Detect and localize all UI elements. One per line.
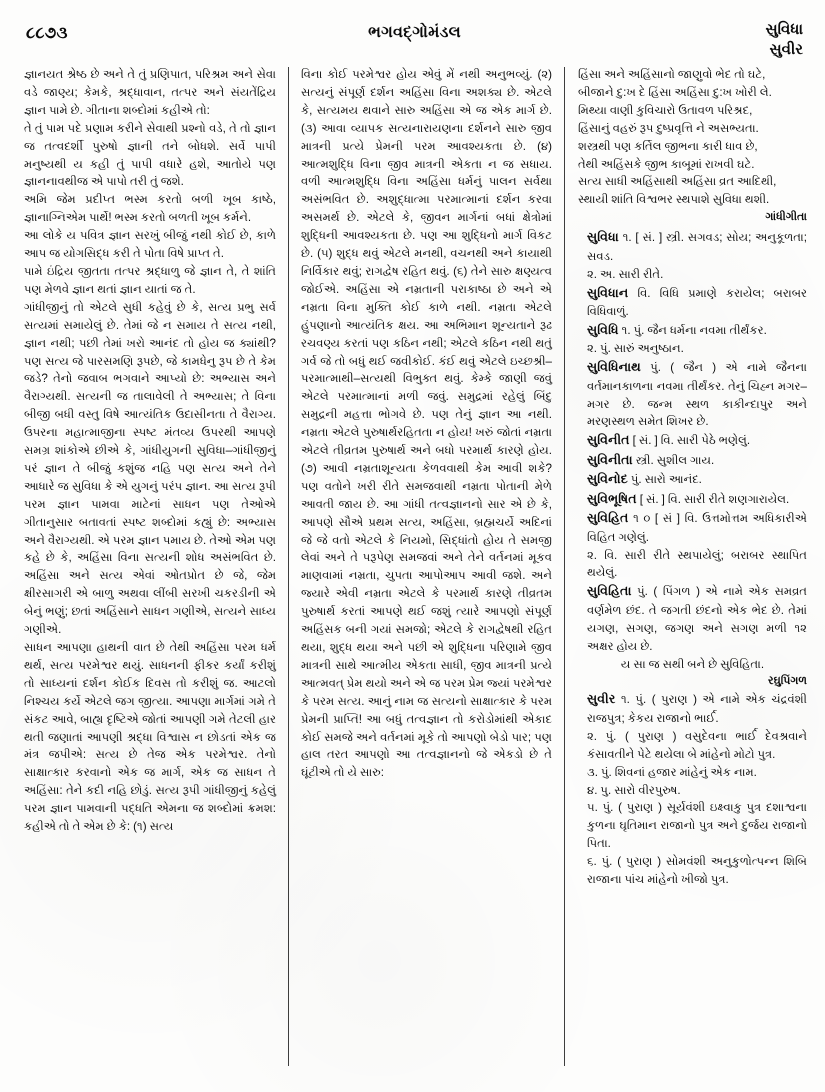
verse-line: સત્ય સાધી અહિંસાથી અહિંસા વ્રત આદિથી, — [578, 175, 777, 189]
entry-sense: [ સં. ] વિ. સારી રીતે શણગારાયેલ. — [639, 492, 790, 506]
paragraph: સાધન આપણા હાથની વાત છે તેથી અહિંસા પરમ ધર્મ થર્થ, સત્ય પરમેશ્વર થયું. સાધનની ફીકર કર્યાં કરીશું તો સાધ્યનાં દર્શન કોઈક દિવસ તો કરીશું જ. આટલો નિશ્ચય કર્યે એટલે જગ જીત્યા. આપણા માર્ગમાં ગમે તે સંકટ આવે, બાહ્ય દૃષ્ટિએ જોતાં આપણી ગમે તેટલી હાર થતી જણાતાં આપણી શ્રદ્ધા વિશ્વાસ ન છોડતાં એક જ મંત્ર જપીએ: સત્ય છે તેજ એક પરમેશ્વર. તેનો સાક્ષાત્કાર કરવાનો એક જ માર્ગ, એક જ સાધન તે અહિંસા: તેને કદી નહિ છોડું. સત્ય રૂપી ગાંધીજીનું કહેલું પરમ જ્ઞાન પામવાની પદ્ધતિ એમના જ શબ્દોમાં ક્રમશ: કહીએ તો તે એમ છે કે: (૧) સત્ય — [24, 641, 276, 834]
column-two — [289, 66, 564, 1078]
verse-line: બીજાને દુ:ખ દે હિંસા અહિંસા દુ:ખ ખોરી લે. — [578, 85, 772, 99]
paragraph: વિના કોઈ પરમેશ્વર હોય એવું મેં નથી અનુભવ્યું. (૨) સત્યનું સંપૂર્ણ દર્શન અહિંસા વિના અશક્ય છે. એટલે કે, સત્યમય થવાને સારુ અહિંસા એ જ એક માર્ગ છે. (૩) આવા વ્યાપક સત્યનારાયણના દર્શનને સારુ જીવ માત્રની પ્રત્યે પ્રેમની પરમ આવશ્યકતા છે. (૪) આત્મશુદ્ધિ વિના જીવ માત્રની એકતા ન જ સધાય. વળી આત્મશુદ્ધિ વિના અહિંસા ધર્મનું પાલન સર્વથા અસંભવિત છે. અશુદ્ધાત્મા પરમાત્માનાં દર્શન કરવા અસમર્થ છે. એટલે કે, જીવન માર્ગનાં બધાં ક્ષેત્રોમાં શુદ્ધિની આવશ્યકતા છે. પણ આ શુદ્ધિનો માર્ગ વિકટ છે. (૫) શુદ્ધ થવું એટલે મનથી, વચનથી અને કાયાથી નિર્વિકાર થવું; રાગદ્વેષ રહિત થવું. (૬) તેને સારુ ક્ષણ્યત્વ જોઈએ. અહિંસા એ નમ્રતાની પરાકાષ્ઠા છે અને એ નમ્રતા વિના મુક્તિ કોઈ કાળે નથી. નમ્રતા એટલે હુંપણાનો આત્યંતિક ક્ષય. આ અભિમાન શૂન્યતાને રૂઢ રચવણ્ય કરતાં પણ કઠિન નથી; એટલે કઠિન નથી થતું ગર્વ જે તો બધું થઈ જવીકોઈ. કંઈ થવું એટલે ઇચ્છશ્રી–પરમાત્માથી–સત્યથી વિભુક્ત થવું. કેમ્કે જાણી જવું એટલે પરમાત્માનાં મળી જવું. સમુદ્રમાં રહેલું બિંદુ સમુદ્રની મહત્તા ભોગવે છે. પણ તેનું જ્ઞાન આ નથી. નમ્રતા એટલે પુરુષાર્થરહિતતા ન હોય! ખરું જોતાં નમ્રતા એટલે તીવ્રતમ પુરુષાર્થ અને બધો પરમાર્થ કારણે હોય. (૭) આવી નમ્રતાશૂન્યતા કેળવવાથી કેમ આવી શકે? પણ વતોને ખરી રીતે સમજવાથી નમ્રતા પોતાની મેળે આવતી જાય છે. આ ગાંધી તત્વજ્ઞાનનો સાર એ છે કે, આપણે સૌએ પ્રથમ સત્ય, અહિંસા, બ્રહ્મચર્યે અદિનાં જે જે વતો એટલે કે નિયમો, સિદ્ધાંતો હોય તે સમજી લેવાં અને તે પરૂપેણ સમજવાં અને તેને વર્તનમાં મૂકવ માણવામાં નમ્રતા, ચુપતા આપોઆપ આવી જશે. અને જ્યારે એવી નમ્રતા એટલે કે પરમાર્થ કારણે તીવ્રતમ પુરુષાર્થ કરતાં આપણે થઈ જશું ત્યારે આપણો સંપૂર્ણ અહિંસક બની ગયાં સમજો; એટલે કે રાગદ્વેષથી રહિત થયા, શુદ્ધ થયા અને પછી એ શુદ્ધિના પરિણામે જીવ માત્રની સાથે આત્મીય એકતા સાધી, જીવ માત્રની પ્રત્યે આત્મવત્ પ્રેમ થયો અને એ જ પરમ પ્રેમ જ્યાં પરમેશ્વર કે પરમ સત્ય. આનું નામ જ સત્યનો સાક્ષાત્કાર કે પરમ પ્રેમની પ્રાપ્તિ! આ બધું તત્વજ્ઞાન તો કરોડોમાંથી એકાદ કોઈ સમજે અને વર્તનમાં મૂકે તો આપણો બેડો પાર; પણ હાલ તરત આપણો આ તત્વજ્ઞાનનો જે એકડો છે તે ઘૂંટીએ તો યે સારુ: — [301, 68, 552, 780]
dictionary-entry — [578, 451, 807, 470]
verse-line: હિંસા અને અહિંસાનો જાણુવો ભેદ તો ઘટે, — [578, 68, 766, 81]
dictionary-entry — [578, 690, 807, 727]
verse-line: સ્થાયી શાંતિ વિશ્વભર સ્થપાશે સુવિધા થશી. — [578, 193, 770, 207]
headword: સુવિધા — [587, 230, 619, 245]
headword: સુવિનોદ — [587, 472, 628, 487]
entry-sense: સ્ત્રી. સુશીલ ગાય. — [635, 453, 715, 467]
headword: સુવિધિનાથ — [587, 360, 641, 375]
headword: સુવિનીતા — [587, 452, 633, 467]
dictionary-entry — [578, 431, 807, 450]
headword: સુવિહિતા — [587, 584, 632, 599]
dictionary-entry — [578, 228, 807, 265]
page-folio-number: ૮૮૭૩ — [26, 24, 68, 42]
entry-sense-line: ૪. પુ. સારો વીરપુરુષ. — [587, 783, 681, 797]
guide-word-last: સુવીર — [769, 40, 803, 58]
entry-sense-line: ૫. પું. ( પુરાણ ) સૂર્યવંશી ઇક્ષ્વાકુ પુત્ર દશાશ્વના કુળના ઘૃતિમાન રાજાનો પુત્ર અને દુર્જય રાજાનો પિતા. — [587, 801, 807, 851]
dictionary-entry — [578, 358, 807, 431]
entry-sense-line: ૬. પું. ( પુરાણ ) સોમવંશી અનુકુળોત્પન્ન શિબિ રાજાના પાંચ માંહેનો ખીજો પુત્ર. — [587, 855, 807, 887]
dictionary-entry — [578, 582, 807, 655]
entry-sense-line: ૨. પું. સારું અનુષ્ઠાન. — [587, 342, 684, 356]
column-three — [565, 66, 807, 1078]
column-one — [24, 66, 288, 1078]
text-columns — [24, 66, 807, 1078]
entry-sense-line: ૩. પું. શિવનાં હજાર માંહેનું એક નામ. — [587, 765, 757, 779]
entry-sense: ૧. પું. જૈન ધર્મના નવમા તીર્થંકર. — [621, 323, 767, 337]
entry-sense-line: ૨. અ. સારી રીતે. — [587, 267, 664, 281]
dictionary-entry — [578, 490, 807, 509]
paragraph: ગાંધીજીનું તો એટલે સુધી કહેવું છે કે, સત્ય પ્રભુ સર્વ સત્યમાં સમાયેલું છે. તેમાં જે ન સમાય તે સત્ય નથી, જ્ઞાન નથી; પછી તેમાં ખરો આનંદ તો હોય જ ક્યાંથી? પણ સત્ય જે પારસમણિ રૂપછે, જે કામધેનુ રૂપ છે તે કેમ જડે? તેનો જવાબ ભગવાને આપ્યો છે: અભ્યાસ અને વૈરાગ્યથી. સત્યની જ તાલાવેલી તે અભ્યાસ; તે વિના બીજી બધી વસ્તુ વિષે આત્યંતિક ઉદાસીનતા તે વૈરાગ્ય. ઉપરના મહાત્માજીના સ્પષ્ટ મંતવ્ય ઉપરથી આપણે સમગ્ર શાંકોએ છીએ કે, ગાંધીયુગની સુવિધા–ગાંધીજીનું પરં જ્ઞાન તે બીજું કશુંજ નહિ પણ સત્ય અને તેને આધારે જ સુવિધા કે એ યુગનું પરંપ જ્ઞાન. આ સત્ય રૂપી પરમ જ્ઞાન પામવા માટેનાં સાધન પણ તેઓએ ગીતાનુસાર બતાવતાં સ્પષ્ટ શબ્દોમાં કહ્યું છે: અભ્યાસ અને વૈરાગ્યથી. એ પરમ જ્ઞાન પમાય છે. તેઓ એમ પણ કહે છે કે, અહિંસા વિના સત્યની શોધ અસંભવિત છે. અહિંસા અને સત્ય એવાં ઓતપ્રોત છે જે, જેમ ક્ષીરસાગરી એ બાળુ અથવા લીંબી સરખી ચકરડીની એ બેનું ભણું; છતાં અહિંસાને સાધન ગણીએ, સત્યને સાધ્ય ગણીએ. — [24, 300, 276, 637]
headword: સુવિધાન — [587, 285, 629, 300]
headword: સુવિહિત — [587, 511, 629, 526]
running-head — [26, 22, 803, 68]
entry-sense: [ સં. ] વિ. સારી પેઠે ભણેલું. — [632, 434, 751, 448]
headword: સુવિધિ — [587, 322, 619, 337]
dictionary-entry — [578, 284, 807, 321]
entry-example: ય સા જ સથી બને છે સુવિહિતા. — [620, 657, 765, 671]
entry-sense: પું. ( જૈન ) એ નામે જૈનના વર્તમાનકાળના નવમા તીર્થંકર. તેનું ચિહ્ન મગર–મગર છે. જન્મ સ્થળ કાકીન્દાપુર અને મરણસ્થળ સમેત શિખર છે. — [587, 361, 807, 429]
headword: સુવિભૂષિત — [587, 491, 637, 506]
headword: સુવિનીત — [587, 433, 630, 448]
dictionary-entry — [578, 321, 807, 340]
entry-sense: ૧. પું. ( પુરાણ ) એ નામે એક ચંદ્રવંશી રાજપુત્ર; કેકય રાજાનો ભાર્ઈ. — [587, 693, 807, 725]
dictionary-entry — [578, 509, 807, 546]
headword: સુવીર — [587, 692, 616, 707]
entry-sense: વિ. વિધિ પ્રમાણે કરાયેલ; બરાબર વિધિવાળું. — [587, 286, 807, 318]
verse-line: મિથ્યા વાણી કુવિચારો ઉતાવળ પરિશ્રદ, — [578, 103, 753, 117]
verse-line: હિંસાનું વહરું રૂપ દુષ્પ્રવૃત્તિ ને અસભ્યતા. — [578, 121, 759, 135]
verse-line: શસ્ત્રથી પણ કર્તિલ જીભના કારી ધાવ છે, — [578, 139, 758, 153]
guide-words — [765, 20, 803, 60]
verse-attribution: ગાંધીગીતા — [765, 211, 807, 224]
verse-line: તેથી અહિંસકે જીભ કાબૂમાં રાખવી ઘટે. — [578, 157, 755, 171]
guide-word-first: સુવિધા — [765, 21, 803, 38]
paragraph: પામે ઇંદ્રિય જીતતા તત્પર શ્રદ્ધાળુ જે જ્ઞાન તે, તે શાંતિ પણ મેળવે જ્ઞાન થતાં જ્ઞાન યાતાં જ તે. — [24, 264, 276, 296]
paragraph: તે તું પામ પદે પ્રણામ કરીને સેવાથી પ્રશ્નો વડે, તે તો જ્ઞાન જ તત્વદર્શી પુરુષો જ્ઞાની તને બોધશે. સર્વે પાપી મનુષ્યથી ય કહી તું પાપી વધારે હશે, આતોયે પણ જ્ઞાનનાવથીજ એ પાપો તરી તું જશે. — [24, 121, 276, 189]
entry-sense: પું. સારો આનંદ. — [630, 473, 702, 487]
entry-sense-line: ૨. પું. ( પુરાણ ) વસુદેવના ભાર્ઈ દેવશ્રવાને કંસાવતીને પેટે થયેલા બે માંહેનો મોટો પુત્ર. — [587, 729, 807, 761]
dictionary-entry — [578, 470, 807, 489]
paragraph: જ્ઞાનયત શ્રેષ્ઠ છે અને તે તું પ્રણિપાત, પરિશ્રમ અને સેવા વડે જાણ્ય; કેમકે, શ્રદ્ધાવાન, તત્પર અને સંયતેંદ્રિય જ્ઞાન પામે છે. ગીતાના શબ્દોમાં કહીએ તો: — [24, 68, 276, 117]
entry-attribution: રઘુપિંગળ — [767, 675, 807, 688]
entry-sense: પું. ( પિંગળ ) એ નામે એક સમવ્રત વર્ણમેળ છંદ. તે જગતી છંદનો એક ભેદ છે. તેમાં યગણ, સગણ, જગણ અને સગણ મળી ૧૨ અક્ષર હોય છે. — [587, 585, 807, 653]
paragraph: આ લોકે ય પવિત્ર જ્ઞાન સરખું બીજું નથી કોઈ છે, કાળે આપ જ યોગસિદ્ધ કરી તે પોતા વિષે પ્રાપ્ત તે. — [24, 229, 276, 261]
verse-quotation — [578, 66, 807, 226]
entry-sense-line: ૨. વિ. સારી રીતે સ્થપાયેલું; બરાબર સ્થાપિત થયેલું. — [587, 548, 807, 580]
book-title: ભગવદ્ગોમંડલ — [368, 24, 461, 41]
entry-sense: ૧. [ સં. ] સ્ત્રી. સગવડ; સોય; અનુકૂળતા; સવડ. — [587, 231, 807, 263]
entry-sense: ૧ ૦ [ સં ] વિ. ઉત્તમોત્તમ અધિકારીએ વિહિત ગણેલું. — [587, 512, 807, 544]
paragraph: અમિ જેમ પ્રદીપ્ત ભસ્મ કરતો બળી ખૂબ કાષ્ઠે, જ્ઞાનાગ્નિએમ પાર્થે! ભસ્મ કરતો બળતી ખૂબ કર્મને. — [24, 193, 276, 225]
